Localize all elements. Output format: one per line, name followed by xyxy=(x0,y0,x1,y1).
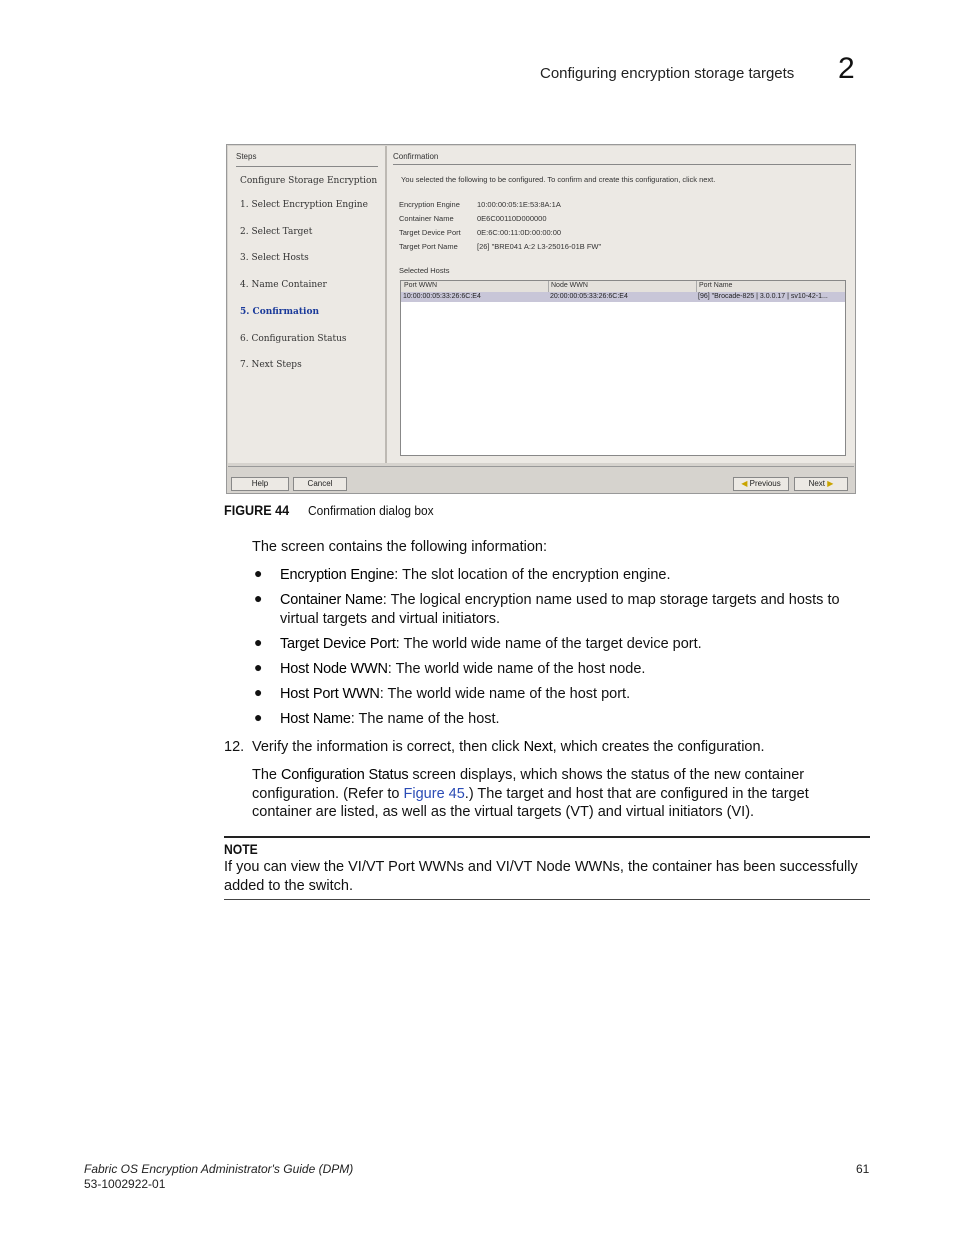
steps-divider xyxy=(236,166,378,167)
previous-button[interactable] xyxy=(733,477,789,491)
figure-caption: Confirmation dialog box xyxy=(308,503,434,518)
column-divider xyxy=(696,281,697,292)
bullet-desc: : The world wide name of the target device port. xyxy=(395,636,702,652)
step-next-steps[interactable]: 7. Next Steps xyxy=(240,360,302,370)
bullet-desc: : The slot location of the encryption engine. xyxy=(394,567,671,583)
step-select-encryption-engine[interactable]: 1. Select Encryption Engine xyxy=(240,200,368,210)
field-value: 0E6C00110D000000 xyxy=(477,214,547,223)
list-item xyxy=(280,660,870,679)
step-number: 12. xyxy=(224,739,245,755)
chapter-number: 2 xyxy=(838,52,855,85)
field-label: Encryption Engine xyxy=(399,200,460,209)
note-bottom-rule xyxy=(224,899,870,900)
cell-node-wwn: 20:00:00:05:33:26:6C:E4 xyxy=(550,293,628,300)
confirmation-dialog-screenshot xyxy=(226,144,856,494)
button-bar-divider xyxy=(228,466,854,467)
status-pre: The xyxy=(252,767,282,783)
list-item xyxy=(280,685,870,704)
cancel-button[interactable]: Cancel xyxy=(293,477,347,491)
bullet-icon: ● xyxy=(254,590,263,606)
next-button-label: Next xyxy=(808,479,826,488)
confirmation-description: You selected the following to be configured. To confirm and create this configuration, click next. xyxy=(401,175,716,184)
bullet-desc: : The world wide name of the host node. xyxy=(387,661,646,677)
steps-pane xyxy=(228,146,385,463)
step-confirmation[interactable]: 5. Confirmation xyxy=(240,307,320,317)
bullet-icon: ● xyxy=(254,684,263,700)
field-value: 0E:6C:00:11:0D:00:00:00 xyxy=(477,228,562,237)
column-header-node-wwn[interactable]: Node WWN xyxy=(551,282,588,289)
field-value: 10:00:00:05:1E:53:8A:1A xyxy=(477,200,561,209)
note-text: If you can view the VI/VT Port WWNs and VI/VT Node WWNs, the container has been successfully added to the switch. xyxy=(224,859,858,894)
confirmation-pane xyxy=(387,146,855,463)
list-item xyxy=(280,635,870,654)
arrow-right-icon: ▶ xyxy=(827,479,834,488)
note-label: NOTE xyxy=(224,842,258,857)
table-row[interactable] xyxy=(401,292,845,302)
bullet-term: Target Device Port xyxy=(280,636,396,652)
previous-button-label: Previous xyxy=(749,479,781,488)
intro-paragraph: The screen contains the following information: xyxy=(252,539,547,555)
list-item xyxy=(280,710,870,729)
cell-port-name: [96] "Brocade-825 | 3.0.0.17 | sv10-42-1... xyxy=(698,293,828,300)
bullet-term: Encryption Engine xyxy=(280,567,395,583)
field-label: Target Port Name xyxy=(399,242,458,251)
bullet-icon: ● xyxy=(254,659,263,675)
next-term: Next xyxy=(523,739,553,755)
figure-45-link[interactable]: Figure 45 xyxy=(403,785,465,802)
step-name-container[interactable]: 4. Name Container xyxy=(240,280,327,290)
page-number: 61 xyxy=(856,1162,870,1176)
cell-port-wwn: 10:00:00:05:33:26:6C:E4 xyxy=(403,293,481,300)
bullet-desc: : The name of the host. xyxy=(350,711,500,727)
next-button[interactable] xyxy=(794,477,848,491)
figure-label: FIGURE 44 xyxy=(224,502,290,518)
step-select-target[interactable]: 2. Select Target xyxy=(240,227,313,237)
step-12-text xyxy=(252,738,852,757)
configuration-status-paragraph xyxy=(252,766,852,822)
status-post: .) The target and host that are configured in the target container are listed, as well as the virtual targets (VT) and virtual initiators (VI). xyxy=(252,785,809,820)
footer-doc-code: 53-1002922-01 xyxy=(84,1177,166,1191)
bullet-term: Host Port WWN xyxy=(280,686,380,702)
bullet-desc: : The logical encryption name used to map storage targets and hosts to virtual targets and virtual initiators. xyxy=(280,592,840,627)
footer-title: Fabric OS Encryption Administrator's Guide (DPM) xyxy=(84,1162,354,1176)
note-top-rule xyxy=(224,836,870,838)
field-label: Container Name xyxy=(399,214,454,223)
bullet-icon: ● xyxy=(254,709,263,725)
bullet-term: Host Name xyxy=(280,711,351,727)
confirmation-divider xyxy=(393,164,851,165)
bullet-term: Container Name xyxy=(280,592,383,608)
step-12-post: , which creates the configuration. xyxy=(552,739,765,755)
step-12-pre: Verify the information is correct, then click xyxy=(252,739,524,755)
help-button[interactable]: Help xyxy=(231,477,289,491)
column-header-port-wwn[interactable]: Port WWN xyxy=(404,282,438,289)
step-configure-storage-encryption: Configure Storage Encryption xyxy=(240,176,378,186)
bullet-icon: ● xyxy=(254,565,263,581)
column-divider xyxy=(548,281,549,292)
list-item xyxy=(280,566,870,585)
bullet-icon: ● xyxy=(254,634,263,650)
list-item xyxy=(280,591,870,628)
selected-hosts-table[interactable] xyxy=(400,280,846,456)
configuration-status-term: Configuration Status xyxy=(281,767,409,783)
status-mid: screen displays, which shows the status of the new container configuration. (Refer to xyxy=(252,767,805,802)
steps-heading: Steps xyxy=(236,152,257,161)
step-configuration-status[interactable]: 6. Configuration Status xyxy=(240,334,347,344)
bullet-term: Host Node WWN xyxy=(280,661,388,677)
field-value: [26] "BRE041 A:2 L3-25016-01B FW" xyxy=(477,242,602,251)
field-label: Target Device Port xyxy=(399,228,461,237)
selected-hosts-label: Selected Hosts xyxy=(399,266,450,275)
step-select-hosts[interactable]: 3. Select Hosts xyxy=(240,253,309,263)
column-header-port-name[interactable]: Port Name xyxy=(699,282,733,289)
confirmation-heading: Confirmation xyxy=(393,152,439,161)
bullet-desc: : The world wide name of the host port. xyxy=(379,686,631,702)
arrow-left-icon: ◀ xyxy=(741,479,748,488)
running-header: Configuring encryption storage targets xyxy=(540,65,795,82)
